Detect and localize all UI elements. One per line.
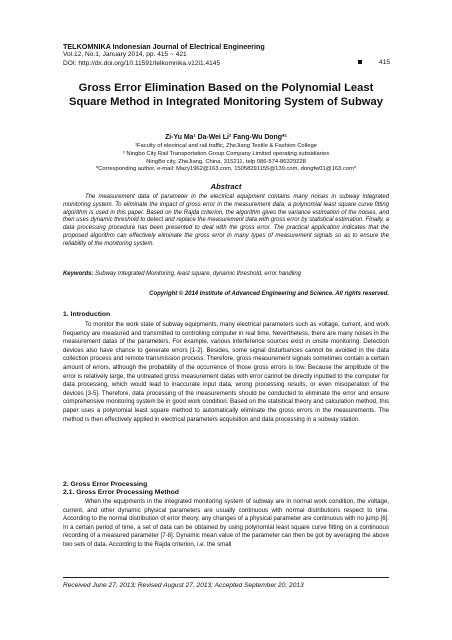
section-heading: 1. Introduction [63,311,111,318]
keywords-text: Subway Integrated Monitoring, least square, dynamic threshold, error handling [95,271,301,277]
page-number-block [358,59,390,66]
keywords-label: Keywords: [63,271,94,277]
keywords [63,271,389,277]
section-heading: 2. Gross Error Processing [63,481,148,488]
section-body [63,498,389,550]
abstract-text [63,194,389,249]
journal-doi: DOI: http://dx.doi.org/10.11591/telkomnika.v12i1.4145 [63,59,221,67]
paper-title: Gross Error Elimination Based on the Polynomial Least Square Method in Integrated Monitoring System of Subway [69,82,383,108]
section-body [63,321,389,424]
section-paragraph: When the equipments in the integrated monitoring system of subway are in normal work condition, the voltage, current, and other dynamic physical parameters are usually continuous with normal distributions respect to time. According to the normal distribution of error theory, any changes of a physical parameter are continuous with no jump [6]. In a certain period of time, a set of data can be obtained by using polynomial least square curve fitting on a continuous recording of a measured parameter [7-8]. Dynamic mean value of the parameter can then be got by averaging the above two sets of data. According to the Rajda criterion, i.e. the small [63,498,389,548]
abstract-heading: Abstract [210,182,242,191]
page-number: 415 [379,59,391,66]
section-paragraph: To monitor the work state of subway equipments, many electrical parameters such as voltage, current, and work frequency are measured and transmitted to controlling computer in real time. Nevertheless, there are many noises in the measurement datas of the parameters. For example, various interference sources exist in onsite monitoring. Detection devices also have chance to generate errors [1-2]. Besides, some signal disturbances cannot be avoided in the data collection process and remote transmission process. Therefore, gross measurement signals sometimes contain a certain amount of errors, although the probability of the occurrence of those gross errors is low. Because the amplitude of the error is relatively large, the untreated gross measurement datas with error cannot be directly inputted to the computer for data processing, which would lead to inaccurate input data, wrong processing results, or even misoperation of the devices [3-5]. Therefore, data processing of the measurements should be conducted to eliminate the error and ensure comprehensive monitoring system be in good work condition. Based on the statistical theory and calculation method, this paper uses a polynomial least square method to automatically eliminate the gross errors in the measurements. The method is then effectively applied in electrical parameters acquisition and data processing in a subway station. [63,321,389,423]
abstract-paragraph: The measurement data of parameter in the electrical equipment contains many noises in subway integrated monitoring system. To eliminate the impact of gross error in the measurement data, a polynomial least square curve fitting algorithm is used in this paper. Based on the Rajda criterion, the algorithm gives the variance estimation of the noises, and then uses dynamic threshold to detect and replace the measurement data with gross error by statistical estimation. Finally, a data processing procedure has been presented to deal with the gross error. The practical application indicates that the proposed algorithm can effectively eliminate the gross error in many types of measurement signals so as to ensure the reliability of the monitoring system. [63,194,389,247]
journal-header [63,42,393,68]
journal-volume: Vol.12, No.1, January 2014, pp. 415 ~ 421 [63,51,187,58]
square-bullet-icon [358,60,362,64]
received-dates: Received June 27, 2013; Revised August 27, 2013; Accepted September 20, 2013 [63,582,304,589]
footer-divider [63,577,389,578]
corresponding-author: *Corresponding author, e-mail: Mazy1962@163.com, 15058291155@139.com, dongfw01@163.com* [95,166,357,173]
subsection-heading: 2.1. Gross Error Processing Method [63,489,179,496]
journal-name: TELKOMNIKA Indonesian Journal of Electrical Engineering [63,42,265,51]
affiliations [50,143,402,174]
copyright-notice: Copyright © 2014 Institute of Advanced Engineering and Science. All rights reserved. [149,291,389,297]
paper-authors: Zi-Yu Ma¹ Da-Wei Li² Fang-Wu Dong*¹ [165,134,287,141]
affiliation-line: NingBo city, ZheJiang, China, 315211, telp 086-574-86329228 [146,158,306,165]
affiliation-line: ¹Faculty of electrical and rail traffic, ZheJiang Textile & Fashion College [135,143,317,149]
affiliation-line: ² Ningbo City Rail Transportation Group Company Limited operating subsidiaries [122,150,330,157]
